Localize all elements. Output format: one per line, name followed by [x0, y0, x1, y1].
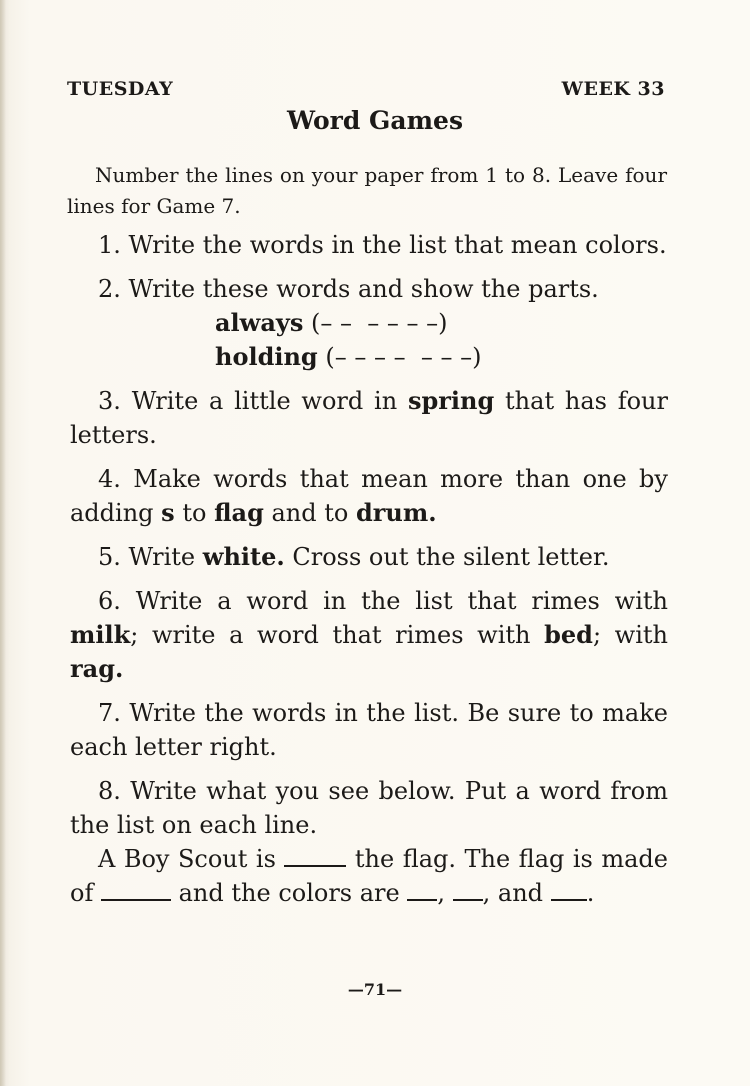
answer-blank [284, 852, 346, 867]
exercise-item-8 [70, 774, 668, 842]
exercise-item-6 [70, 584, 668, 686]
exercise-item-4 [70, 462, 668, 530]
item-number: 1. [98, 231, 121, 259]
exercise-item-5 [70, 540, 668, 574]
page-header [67, 78, 665, 100]
keyword: spring [407, 386, 495, 415]
item-text: Write the words in the list that mean colors. [128, 231, 667, 259]
page-binding-shadow [0, 0, 6, 1086]
word-part-word: holding [215, 342, 318, 371]
item-text: Write what you see below. Put a word from the list on each line. [70, 777, 668, 839]
answer-blank [407, 886, 437, 901]
item-text: Write a little word in [131, 387, 398, 415]
keyword: rag. [70, 654, 124, 683]
intro-text: Number the lines on your paper from 1 to 8. Leave four lines for Game 7. [67, 163, 667, 218]
item-text: Write the words in the list. Be sure to make each letter right. [70, 699, 668, 761]
item-number: 5. [98, 543, 121, 571]
sentence-text: A Boy Scout is [98, 845, 276, 873]
item-number: 4. [98, 465, 121, 493]
item-text: that has four letters. [70, 387, 668, 449]
sentence-text: and the colors are [178, 879, 400, 907]
week-label: WEEK 33 [561, 78, 665, 100]
item-number: 6. [98, 587, 121, 615]
word-part-pattern: (– – – – – – –) [325, 343, 482, 371]
item-text: ; write a word that rimes with [130, 621, 531, 649]
answer-blank [101, 886, 171, 901]
keyword: milk [70, 620, 131, 649]
item-text: Write [128, 543, 196, 571]
exercise-item-3 [70, 384, 668, 452]
keyword: drum. [355, 498, 437, 527]
keyword: white. [202, 542, 285, 571]
sentence-text: the flag. The flag is made of [70, 845, 668, 907]
item-number: 3. [98, 387, 121, 415]
item-text: and to [271, 499, 349, 527]
item-number: 2. [98, 275, 121, 303]
item-text: Make words that mean more than one by adding [70, 465, 668, 527]
exercise-item-7 [70, 696, 668, 764]
sentence-text: , [437, 879, 446, 907]
item-text: Write a word in the list that rimes with [135, 587, 668, 615]
exercise-list [70, 228, 668, 910]
word-part-pattern: (– – – – – –) [310, 309, 448, 337]
item-number: 7. [98, 699, 121, 727]
keyword: flag [214, 498, 264, 527]
word-part-row [215, 306, 668, 340]
word-parts [215, 306, 668, 374]
keyword: bed [544, 620, 593, 649]
item-text: Write these words and show the parts. [128, 275, 599, 303]
page-title: Word Games [286, 106, 464, 135]
instructions [67, 160, 667, 222]
item-number: 8. [98, 777, 121, 805]
item-text: to [182, 499, 207, 527]
sentence-text: , and [482, 879, 544, 907]
day-label: TUESDAY [67, 78, 174, 100]
exercise-item-2 [70, 272, 668, 374]
answer-blank [551, 886, 587, 901]
item-text: Cross out the silent letter. [292, 543, 610, 571]
item-text: ; with [592, 621, 668, 649]
word-part-word: always [215, 308, 304, 337]
sentence-text: . [586, 879, 595, 907]
keyword: s [161, 498, 175, 527]
fill-in-sentence [70, 842, 668, 910]
page-number: —71— [347, 980, 403, 999]
answer-blank [453, 886, 483, 901]
exercise-item-1 [70, 228, 668, 262]
word-part-row [215, 340, 668, 374]
